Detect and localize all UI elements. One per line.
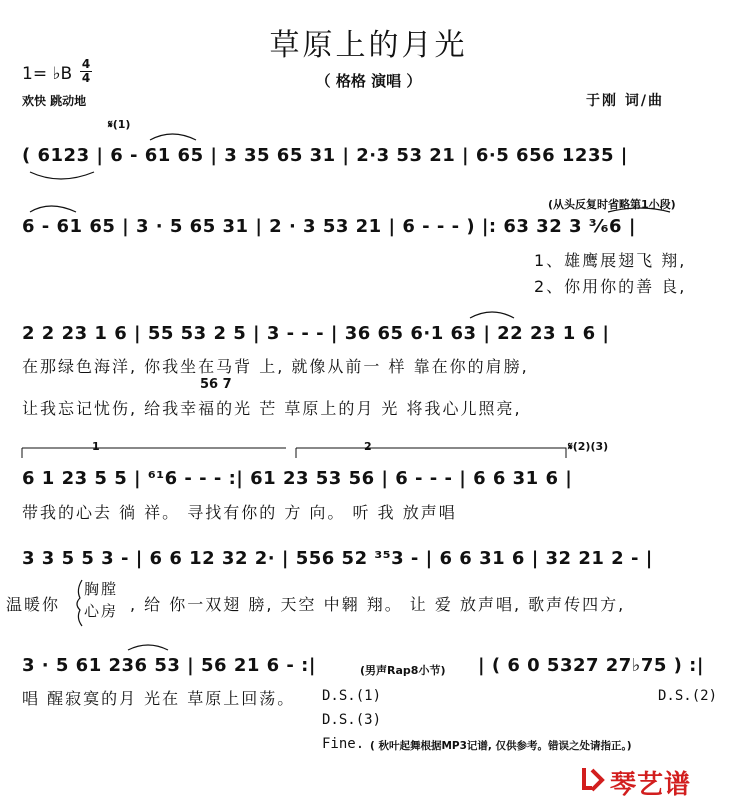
lyric-row-6: 唱 醒寂寞的月 光在 草原上回荡。 bbox=[22, 689, 296, 708]
brand-name: 琴艺谱 bbox=[610, 770, 692, 800]
performer-subtitle: （ 格格 演唱 ） bbox=[315, 72, 422, 90]
lyric-row-2-verse-2: 2、你用你的善 良, bbox=[534, 277, 687, 296]
ds-2: D.S.(2) bbox=[658, 688, 718, 704]
page-title: 草原上的月光 bbox=[269, 28, 468, 63]
rap-note: (男声Rap8小节) bbox=[360, 664, 446, 677]
time-sig-bottom: 4 bbox=[81, 71, 91, 85]
ds-3: D.S.(3) bbox=[322, 712, 382, 728]
lyric-row-2-verse-1: 1、雄鹰展翅飞 翔, bbox=[534, 251, 687, 270]
lyric-row-4: 带我的心去 徜 祥。 寻找有你的 方 向。 听 我 放声唱 bbox=[22, 503, 457, 522]
tempo-marking: 欢快 跳动地 bbox=[22, 94, 87, 108]
key-signature: 1= ♭B bbox=[22, 64, 73, 84]
lyric-row-3-verse-1: 在那绿色海洋, 你我坐在马背 上, 就像从前一 样 靠在你的肩膀, bbox=[22, 357, 529, 376]
ds-1: D.S.(1) bbox=[322, 688, 382, 704]
volta-2-label: 2 bbox=[364, 440, 372, 453]
notation-row-6: 3 · 5 61 236 53 | 56 21 6 - :| bbox=[22, 655, 316, 676]
notation-row-4: 6 1 23 5 5 | ⁶¹6 - - - :| 61 23 53 56 | 6 - - - | 6 6 31 6 | bbox=[22, 468, 573, 489]
time-sig-top: 4 bbox=[81, 57, 91, 71]
author-credit: 于刚 词/曲 bbox=[586, 93, 664, 109]
lyric-row-5-alt-2: 心房 bbox=[84, 602, 119, 620]
notation-row-2: 6 - 61 65 | 3 · 5 65 31 | 2 · 3 53 21 | 6 - - - ) |: 63 32 3 ³⁄₆6 | bbox=[22, 216, 636, 237]
notation-row-3: 2 2 23 1 6 | 55 53 2 5 | 3 - - - | 36 65 6·1 63 | 22 23 1 6 | bbox=[22, 323, 610, 344]
repeat-note: (从头反复时省略第1小段) bbox=[548, 198, 676, 211]
notation-row-1: ( 6123 | 6 - 61 65 | 3 35 65 31 | 2·3 53 21 | 6·5 656 1235 | bbox=[22, 145, 628, 166]
brand-logo-icon bbox=[580, 764, 606, 794]
volta-1-label: 1 bbox=[92, 440, 100, 453]
fine-marking: Fine. bbox=[322, 736, 365, 752]
lyric-row-5-prefix: 温暖你 bbox=[6, 595, 61, 614]
segno-1: 𝄋(1) bbox=[108, 118, 131, 131]
notation-row-5: 3 3 5 5 3 - | 6 6 12 32 2· | 556 52 ³⁵3 - | 6 6 31 6 | 32 21 2 - | bbox=[22, 548, 653, 569]
notation-row-6-coda: | ( 6 0 5327 27♭75 ) :| bbox=[478, 655, 704, 676]
lyric-row-3-verse-2: 让我忘记忧伤, 给我幸福的光 芒 草原上的月 光 将我心儿照亮, bbox=[22, 399, 522, 418]
segno-2-3: 𝄋(2)(3) bbox=[568, 440, 609, 453]
lyric-row-5-alt-1: 胸膛 bbox=[84, 580, 119, 598]
lyric-row-5: , 给 你一双翅 膀, 天空 中翱 翔。 让 爱 放声唱, 歌声传四方, bbox=[130, 595, 626, 614]
footnote: ( 秋叶起舞根据MP3记谱, 仅供参考。错误之处请指正。) bbox=[370, 740, 632, 752]
alt-notes: 56 7 bbox=[200, 377, 232, 392]
